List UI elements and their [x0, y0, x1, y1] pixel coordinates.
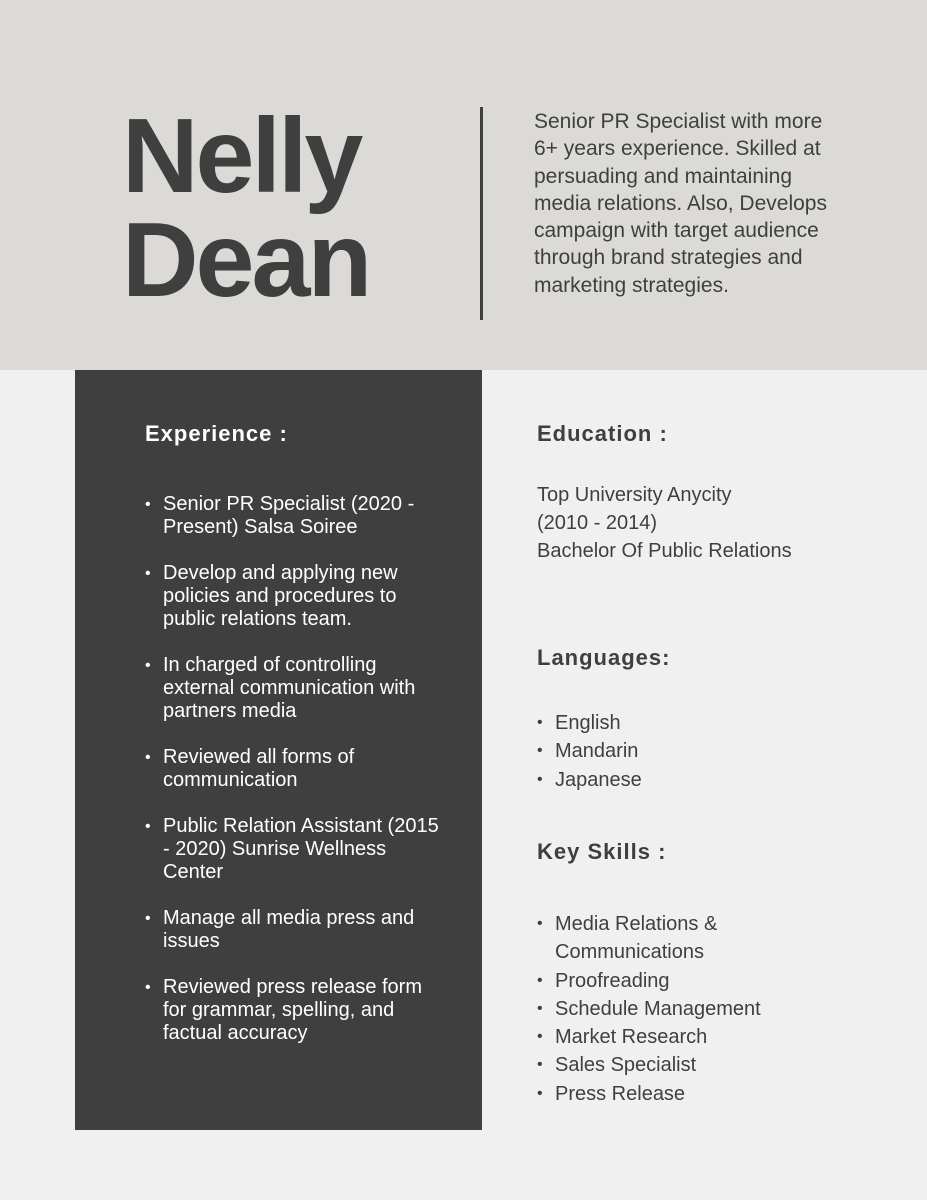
- language-item: • English: [537, 709, 642, 737]
- skill-item: • Market Research: [537, 1023, 837, 1051]
- skill-item: • Schedule Management: [537, 995, 837, 1023]
- profile-summary: Senior PR Specialist with more 6+ years experience. Skilled at persuading and maintaining media relations. Also, Develops campaign with target audience through brand strategies and marketing strategies.: [534, 110, 827, 297]
- skill-item: • Press Release: [537, 1080, 837, 1108]
- experience-item: • Reviewed press release form for grammar, spelling, and factual accuracy: [145, 976, 445, 1045]
- experience-list: [145, 493, 445, 1068]
- education-years: (2010 - 2014): [537, 512, 658, 534]
- experience-item: • Reviewed all forms of communication: [145, 746, 445, 792]
- experience-item: • Public Relation Assistant (2015 - 2020) Sunrise Wellness Center: [145, 815, 445, 884]
- skills-heading: Key Skills :: [537, 839, 667, 864]
- education-degree: Bachelor Of Public Relations: [537, 540, 792, 562]
- skills-list: [537, 910, 837, 1108]
- experience-heading: Experience :: [145, 421, 288, 446]
- skill-item: • Sales Specialist: [537, 1051, 837, 1079]
- name-first: Nelly: [122, 97, 361, 215]
- education-heading: Education :: [537, 421, 668, 446]
- name-last: Dean: [122, 201, 370, 319]
- experience-item: • In charged of controlling external communication with partners media: [145, 654, 445, 723]
- experience-item: • Develop and applying new policies and procedures to public relations team.: [145, 562, 445, 631]
- header-divider: [480, 107, 483, 320]
- skill-item: • Media Relations & Communications: [537, 910, 837, 967]
- education-school: Top University Anycity: [537, 484, 732, 506]
- experience-item: • Senior PR Specialist (2020 - Present) Salsa Soiree: [145, 493, 445, 539]
- experience-item: • Manage all media press and issues: [145, 907, 445, 953]
- candidate-name: [122, 97, 370, 319]
- skill-item: • Proofreading: [537, 967, 837, 995]
- language-item: • Mandarin: [537, 737, 642, 765]
- languages-list: [537, 709, 642, 794]
- education-details: [537, 481, 827, 565]
- language-item: • Japanese: [537, 766, 642, 794]
- languages-heading: Languages:: [537, 645, 671, 670]
